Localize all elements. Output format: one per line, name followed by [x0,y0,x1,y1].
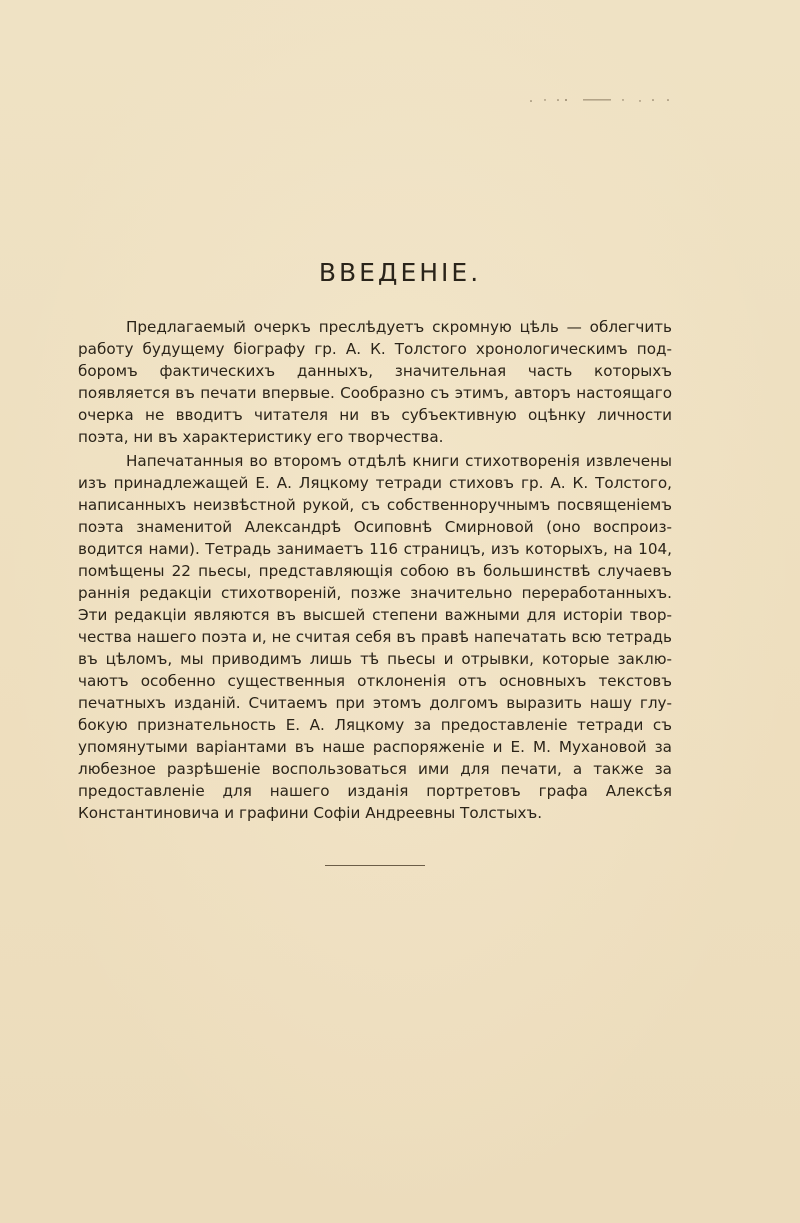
paragraph: Напечатанныя во второмъ отдѣлѣ книги стихотворенія извлечены изъ принадлежащей Е. А. Ляцкому тетради стиховъ гр. А. К. Толстого, написанныхъ неизвѣстной рукой, съ собственноручнымъ посвященіемъ поэта знаменитой Александрѣ Осиповнѣ Смирновой (оно воспроизводится нами). Тетрадь занимаетъ 116 страницъ, изъ которыхъ, на 104, помѣщены 22 пьесы, представляющія собою въ большинствѣ случаевъ раннія редакціи стихотвореній, позже значительно переработанныхъ. Эти редакціи являются въ высшей степени важными для исторіи творчества нашего поэта и, не считая себя въ правѣ напечатать всю тетрадь въ цѣломъ, мы приводимъ лишь тѣ пьесы и отрывки, которые заключаютъ особенно существенныя отклоненія отъ основныхъ текстовъ печатныхъ изданій. Считаемъ при этомъ долгомъ выразить нашу глубокую признательность Е. А. Ляцкому за предоставленіе тетради съ упомянутыми варіантами въ наше распоряженіе и Е. М. Мухановой за любезное разрѣшеніе воспользоваться ими для печати, а также за предоставленіе для нашего изданія портретовъ графа Алексѣя Константиновича и графини Софіи Андреевны Толстыхъ. [78,452,672,822]
paragraph: Предлагаемый очеркъ преслѣдуетъ скромную цѣль — облегчить работу будущему біографу гр. А. К. Толстого хронологическимъ подборомъ фактическихъ данныхъ, значительная часть которыхъ появляется въ печати впервые. Сообразно съ этимъ, авторъ настоящаго очерка не вводитъ читателя ни въ субъективную оцѣнку личности поэта, ни въ характеристику его творчества. [78,318,672,446]
introduction-text [78,316,672,826]
print-specks-decoration [528,96,673,104]
closing-divider [325,865,425,866]
page-title: ВВЕДЕНІЕ. [318,258,482,287]
